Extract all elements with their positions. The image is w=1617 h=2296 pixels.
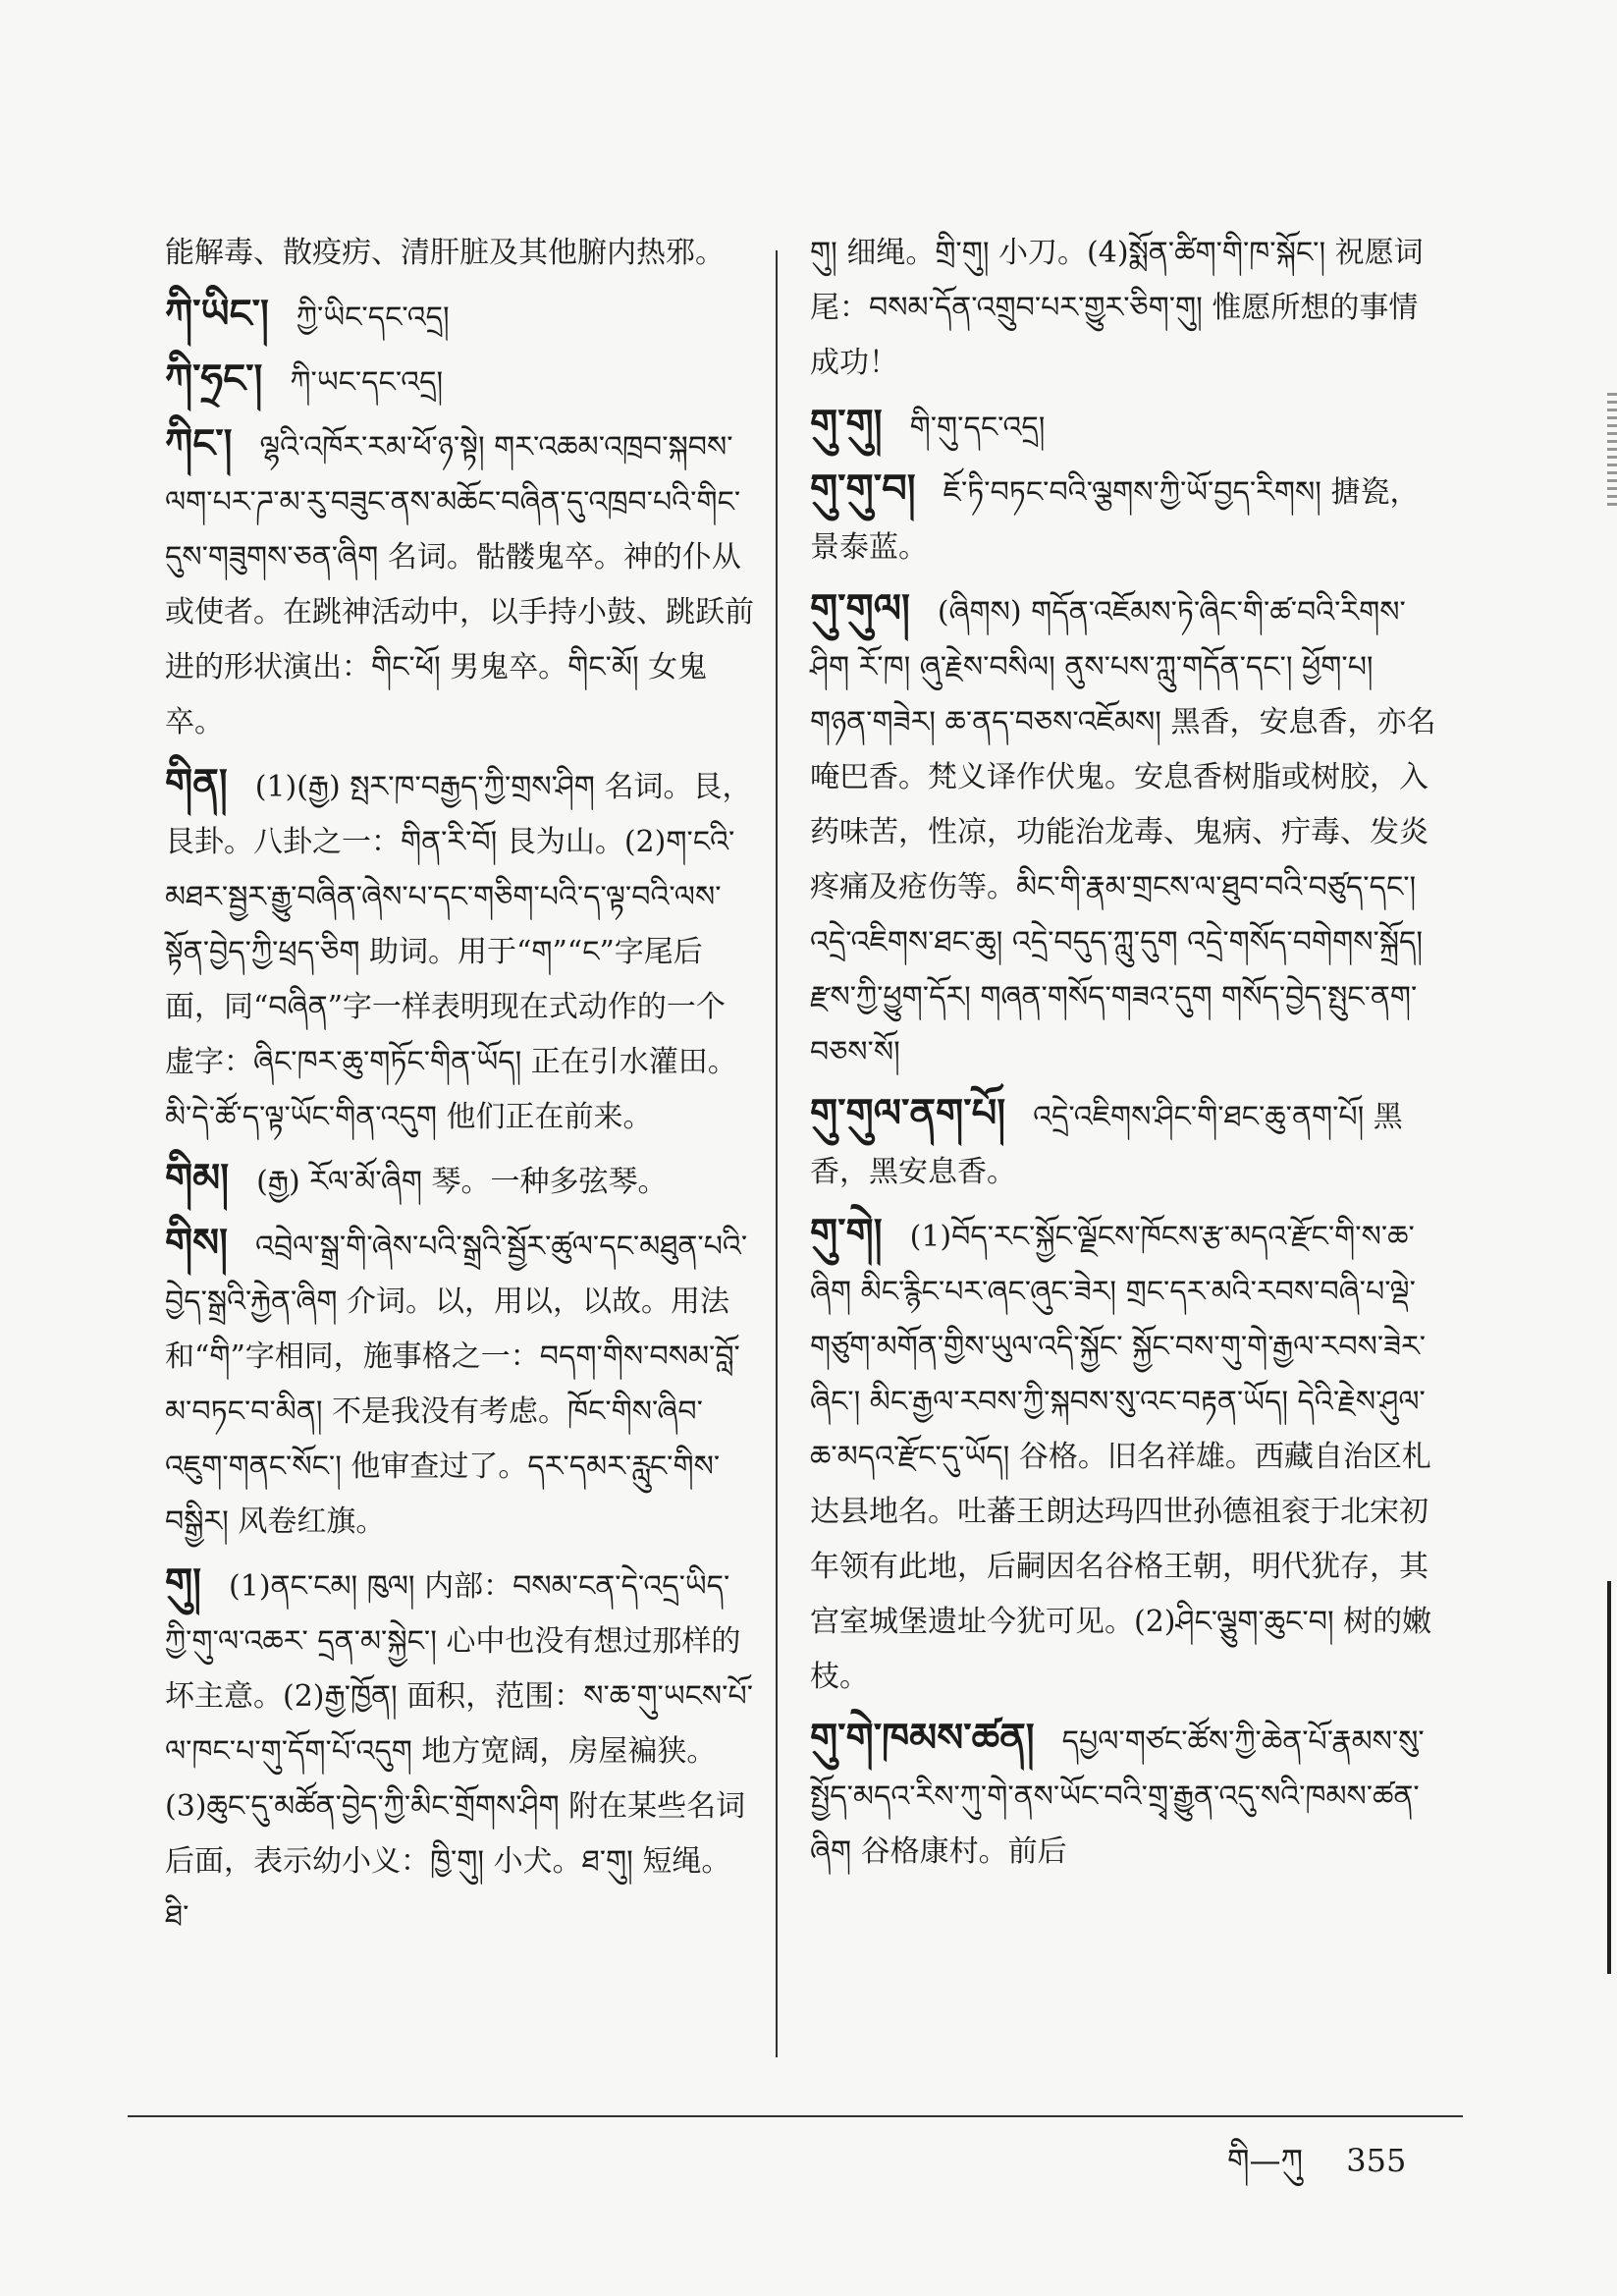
page-footer	[1227, 2126, 1406, 2214]
entry-headword: ཀིང་།	[165, 420, 233, 466]
entry-definition: ཀི་ཡང་དང་འདྲ།	[290, 365, 444, 400]
entry-definition: འདྲེ་འཇིགས་ཤིང་གི་ཐང་ཆུ་ནག་པོ། 黑香，黑安息香。	[810, 1100, 1403, 1189]
footer-letter-range: གི—ཀུ	[1227, 2142, 1304, 2179]
left-column	[165, 226, 754, 1950]
dictionary-entry	[810, 397, 1438, 456]
dictionary-entry	[810, 226, 1438, 391]
entry-headword: གུ་གུ་བ།	[810, 465, 916, 512]
scan-edge-mark	[1607, 1581, 1611, 1974]
entry-definition: 能解毒、散疫疠、清肝脏及其他腑内热邪。	[165, 236, 725, 270]
dictionary-entry	[165, 1151, 754, 1210]
entry-headword: ཀི་ཧྲང་།	[165, 355, 263, 402]
entry-definition: གི་གུ་དང་འདྲ།	[909, 410, 1046, 445]
entry-definition: (1)(རྒྱ) སྤར་ཁ་བརྒྱད་ཀྱི་གྲས་ཤིག 名词。艮，艮卦。八卦之一：གིན་རི་བོ། 艮为山。(2)ག་ངའི་མཐར་སྦྱར་རྒྱུ་བཞིན་ཞེས་པ་དང་གཅིག་པའི་ད་ལྟ་བའི་ལས་སྟོན་བྱེད་ཀྱི་ཕྲད་ཅིག 助词。用于“ག”“ང”字尾后面，同“བཞིན”字一样表明现在式动作的一个虚字：ཞིང་ཁར་ཆུ་གཏོང་གིན་ཡོད། 正在引水灌田。མི་དེ་ཚོ་ད་ལྟ་ཡོང་གིན་འདུག 他们正在前来。	[165, 770, 752, 1134]
entry-definition: (ཞིགས) གདོན་འཇོམས་ཏེ་ཞིང་གི་ཚ་བའི་རིགས་ཤིག རོ་ཁ། ཞུ་རྗེས་བསིལ། ནུས་པས་ཀླུ་གདོན་དང་། ཕྱོག་པ། གཉན་གཟེར། ཆ་ནད་བཅས་འཇོམས། 黑香，安息香，亦名唵巴香。梵义译作伏鬼。安息香树脂或树胶，入药味苦，性凉，功能治龙毒、鬼病、疔毒、发炎疼痛及疮伤等。མིང་གི་རྣམ་གྲངས་ལ་ཐུབ་བའི་བཙུད་དང་། འདྲེ་འཇིགས་ཐང་ཆུ། འདྲེ་བདུད་ཀླུ་དུག འདྲེ་གསོད་བགེགས་སྐྲོད། རྫས་ཀྱི་ཕྱུག་དོར། གཞན་གསོད་གཟའ་དུག གསོད་བྱེད་སྤུང་ནག་བཅས་སོ།	[810, 595, 1436, 1069]
footer-rule	[128, 2115, 1463, 2117]
dictionary-entry	[165, 352, 754, 410]
dictionary-entry	[165, 1556, 754, 1944]
page-number: 355	[1346, 2142, 1407, 2179]
entry-definition: གུ། 细绳。གྲི་གུ། 小刀。(4)སྨོན་ཚིག་གི་ཁ་སྐོང་། 祝愿词尾：བསམ་དོན་འགྲུབ་པར་གྱུར་ཅིག་གུ། 惟愿所想的事情成功！	[810, 236, 1424, 380]
entry-headword: གུ་གུལ་ནག་པོ།	[810, 1090, 1006, 1136]
entry-headword: གུ་གུ།	[810, 401, 883, 447]
entry-headword: གིམ།	[165, 1155, 230, 1201]
dictionary-entry	[165, 756, 754, 1145]
entry-headword: གིན།	[165, 760, 228, 806]
column-divider	[776, 250, 778, 2057]
entry-definition: དཔྱལ་གཙང་ཚོས་ཀྱི་ཆེན་པོ་རྣམས་སུ་སྤྱོད་མདའ་རིས་ཀུ་གེ་ནས་ཡོང་བའི་གྲྭ་རྒྱུན་འདུ་སའི་ཁམས་ཚན་ཞིག 谷格康村。前后	[810, 1724, 1425, 1869]
entry-definition: ཇོ་ཏི་བཏང་བའི་ལྕགས་ཀྱི་ཡོ་བྱད་རིགས། 搪瓷，景泰蓝。	[810, 475, 1420, 565]
entry-definition: ལྷའི་འཁོར་རམ་ཕོ་ཉ་སྟེ། གར་འཆམ་འཁྲབ་སྐབས་ལག་པར་ཌ་མ་རུ་བཟུང་ནས་མཆོང་བཞིན་དུ་འཁྲབ་པའི་གིང་དུས་གཟུགས་ཅན་ཞིག 名词。骷髅鬼卒。神的仆从或使者。在跳神活动中，以手持小鼓、跳跃前进的形状演出：གིང་ཕོ། 男鬼卒。གིང་མོ། 女鬼卒。	[165, 430, 754, 739]
dictionary-entry	[165, 1216, 754, 1550]
dictionary-entry	[810, 462, 1438, 575]
dictionary-entry	[810, 1711, 1438, 1880]
entry-definition: འབྲེལ་སྒྲ་གི་ཞེས་པའི་སྒྲའི་སྦྱོར་ཚུལ་དང་མཐུན་པའི་བྱེད་སྒྲའི་རྐྱེན་ཞིག 介词。以，用以，以故。用法和“གི”字相同，施事格之一：བདག་གིས་བསམ་བློ་མ་བཏང་བ་མིན། 不是我没有考虑。ཁོང་གིས་ཞིབ་འཇུག་གནང་སོང་། 他审查过了。དར་དམར་རླུང་གིས་བསྒྱིར། 风卷红旗。	[165, 1230, 748, 1539]
entry-definition: ཀྱི་ཡིང་དང་འདྲ།	[296, 301, 450, 335]
entry-definition: (1)ནང་ངམ། ཁུལ། 内部：བསམ་ངན་དེ་འདྲ་ཡིད་ཀྱི་གུ་ལ་འཆར་ དྲན་མ་སྐྱེང་། 心中也没有想过那样的坏主意。(2)རྒྱ་ཁྱོན། 面积，范围：ས་ཆ་གུ་ཡངས་པོ་ལ་ཁང་པ་གུ་དོག་པོ་འདུག 地方宽阔，房屋褊狭。(3)ཆུང་དུ་མཚོན་བྱེད་ཀྱི་མིང་གྲོགས་ཤིག 附在某些名词后面，表示幼小义：ཁྱི་གུ། 小犬。ཐ་གུ། 短绳。ཐི་	[165, 1569, 753, 1934]
entry-definition: (རྒྱ) རོལ་མོ་ཞིག 琴。一种多弦琴。	[256, 1165, 668, 1199]
entry-headword: ཀི་ཡིང་།	[165, 291, 269, 337]
entry-headword: གུ་གེ་ཁམས་ཚན།	[810, 1715, 1035, 1761]
dictionary-entry	[810, 1086, 1438, 1200]
entry-headword: གུ་གུལ།	[810, 585, 910, 631]
dictionary-entry	[810, 1206, 1438, 1705]
entry-headword: གུ།	[165, 1559, 202, 1606]
dictionary-entry	[810, 581, 1438, 1080]
entry-headword: གུ་གེ།	[810, 1210, 883, 1256]
right-column	[810, 226, 1438, 1886]
dictionary-entry	[165, 416, 754, 750]
entry-headword: གིས།	[165, 1220, 229, 1266]
dictionary-entry	[165, 287, 754, 346]
scan-margin-marks	[1607, 393, 1617, 511]
entry-definition: (1)བོད་རང་སྐྱོང་ལྗོངས་ཁོངས་རྩ་མདའ་རྫོང་གི་ས་ཆ་ཞིག མིང་རྙིང་པར་ཞང་ཞུང་ཟེར། གྲང་དར་མའི་རབས་བཞི་པ་ལྡེ་གཙུག་མགོན་གྱིས་ཡུལ་འདི་སྐྱོང་ སྐྱོང་བས་གུ་གེ་རྒྱལ་རབས་ཟེར་ཞིང་། མིང་རྒྱལ་རབས་ཀྱི་སྐབས་སུ་འང་བརྟན་ཡོད། དེའི་རྗེས་ཤུལ་ཆ་མདའ་རྫོང་དུ་ཡོད། 谷格。旧名祥雄。西藏自治区札达县地名。吐蕃王朗达玛四世孙德祖衮于北宋初年领有此地，后嗣因名谷格王朝，明代犹存，其宫室城堡遗址今犹可见。(2)ཤིང་ལྕུག་ཆུང་བ། 树的嫩枝。	[810, 1220, 1432, 1694]
dictionary-entry	[165, 226, 754, 281]
